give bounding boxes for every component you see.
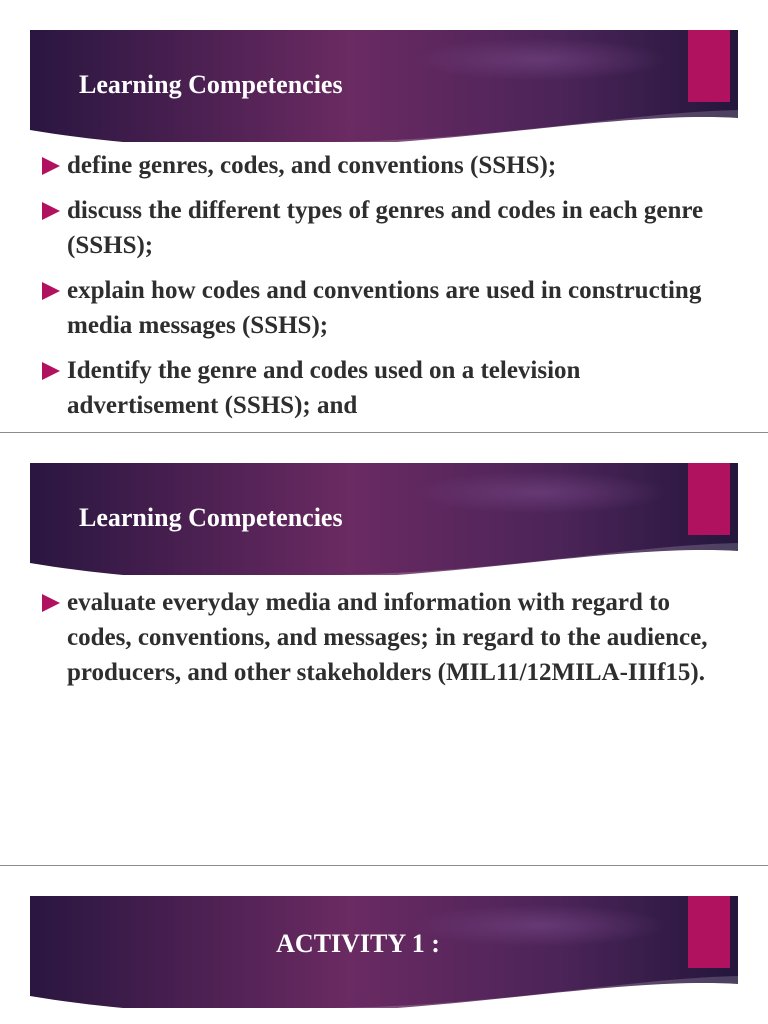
accent-tab xyxy=(688,896,730,968)
bullet-arrow-icon xyxy=(42,362,60,380)
slide-title: Learning Competencies xyxy=(79,503,343,532)
list-item: define genres, codes, and conventions (SSHS); xyxy=(42,148,732,183)
title-banner xyxy=(30,30,738,142)
list-item: discuss the different types of genres and codes in each genre (SSHS); xyxy=(42,193,732,263)
slide-learning-competencies-2 xyxy=(0,433,768,865)
slide-title: ACTIVITY 1 : xyxy=(276,929,440,958)
bullet-arrow-icon xyxy=(42,282,60,300)
title-banner xyxy=(30,896,738,1008)
bullet-arrow-icon xyxy=(42,202,60,220)
bullet-list xyxy=(42,148,732,432)
list-item: explain how codes and conventions are used in constructing media messages (SSHS); xyxy=(42,273,732,343)
slide-activity-1 xyxy=(0,866,768,1024)
slide-title: Learning Competencies xyxy=(79,70,343,99)
title-banner xyxy=(30,463,738,575)
accent-tab xyxy=(688,30,730,102)
slide-learning-competencies-1 xyxy=(0,0,768,432)
list-item: evaluate everyday media and information with regard to codes, conventions, and messages; in regard to the audience, producers, and other stakeholders (MIL11/12MILA-IIIf15). xyxy=(42,585,732,690)
list-item: Identify the genre and codes used on a television advertisement (SSHS); and xyxy=(42,353,732,423)
bullet-arrow-icon xyxy=(42,594,60,612)
accent-tab xyxy=(688,463,730,535)
bullet-arrow-icon xyxy=(42,157,60,175)
bullet-list xyxy=(42,585,732,700)
